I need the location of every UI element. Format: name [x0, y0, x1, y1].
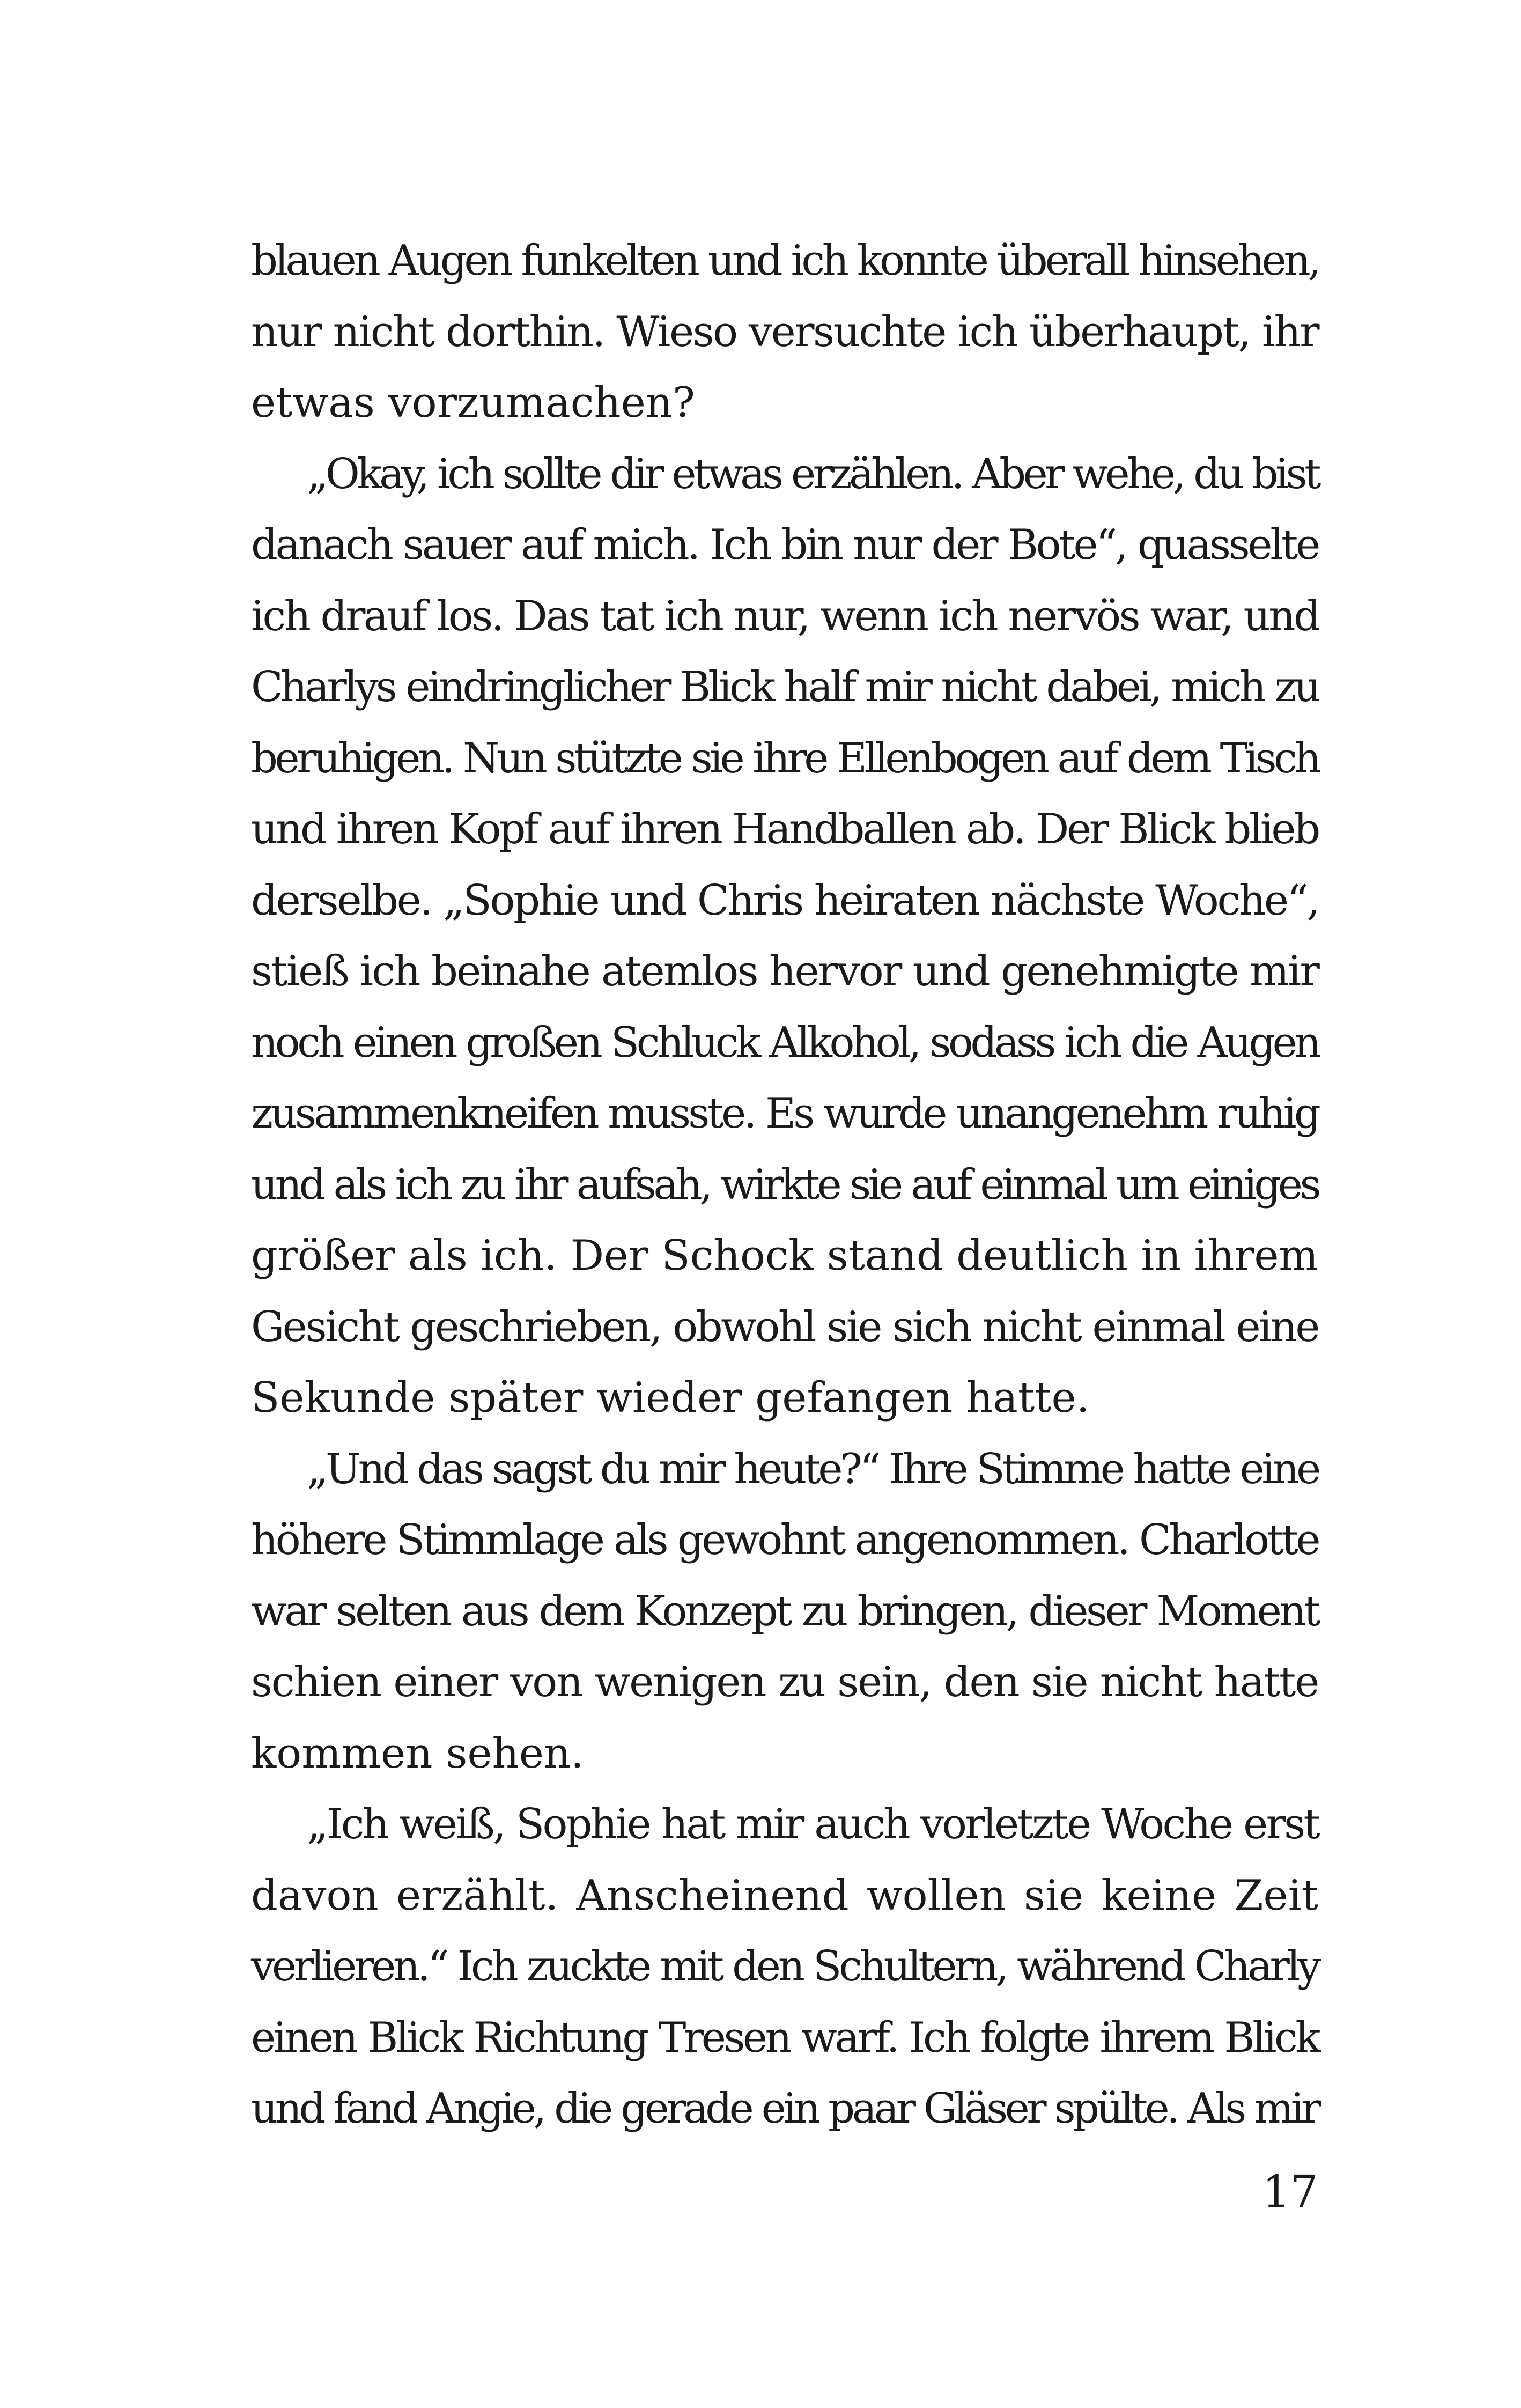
text-line: beruhigen. Nun stützte sie ihre Ellenbogen auf dem Tisch: [251, 734, 1318, 783]
text-line: nur nicht dorthin. Wieso versuchte ich überhaupt, ihr: [251, 307, 1318, 356]
text-line: schien einer von wenigen zu sein, den sie nicht hatte: [251, 1658, 1318, 1706]
body-text: [251, 225, 1318, 2145]
text-line: und fand Angie, die gerade ein paar Gläser spülte. Als mir: [251, 2085, 1318, 2133]
text-line: etwas vorzumachen?: [251, 379, 695, 427]
page-number: 17: [1262, 2167, 1318, 2218]
text-line: davon erzählt. Anscheinend wollen sie keine Zeit: [251, 1871, 1318, 1920]
text-line: zusammenkneifen musste. Es wurde unangenehm ruhig: [251, 1089, 1318, 1138]
text-line: Charlys eindringlicher Blick half mir nicht dabei, mich zu: [251, 663, 1318, 711]
text-line: verlieren.“ Ich zuckte mit den Schultern, während Charly: [251, 1942, 1318, 1991]
text-line: „Okay, ich sollte dir etwas erzählen. Aber wehe, du bist: [307, 450, 1318, 498]
text-line: blauen Augen funkelten und ich konnte überall hinsehen,: [251, 237, 1318, 285]
text-line: noch einen großen Schluck Alkohol, sodass ich die Augen: [251, 1018, 1318, 1067]
text-line: stieß ich beinahe atemlos hervor und genehmigte mir: [251, 947, 1318, 996]
text-line: größer als ich. Der Schock stand deutlich in ihrem: [251, 1232, 1318, 1280]
text-line: höhere Stimmlage als gewohnt angenommen. Charlotte: [251, 1516, 1318, 1564]
text-line: Gesicht geschrieben, obwohl sie sich nicht einmal eine: [251, 1302, 1318, 1351]
text-line: einen Blick Richtung Tresen warf. Ich folgte ihrem Blick: [251, 2013, 1318, 2062]
text-line: danach sauer auf mich. Ich bin nur der Bote“, quasselte: [251, 521, 1318, 569]
text-line: derselbe. „Sophie und Chris heiraten nächste Woche“,: [251, 876, 1318, 925]
text-line: ich drauf los. Das tat ich nur, wenn ich nervös war, und: [251, 592, 1319, 640]
text-line: „Und das sagst du mir heute?“ Ihre Stimme hatte eine: [307, 1445, 1318, 1493]
text-line: und als ich zu ihr aufsah, wirkte sie auf einmal um einiges: [251, 1160, 1318, 1209]
text-line: kommen sehen.: [251, 1729, 584, 1778]
text-line: „Ich weiß, Sophie hat mir auch vorletzte Woche erst: [307, 1800, 1318, 1849]
text-line: und ihren Kopf auf ihren Handballen ab. Der Blick blieb: [251, 805, 1318, 853]
text-line: Sekunde später wieder gefangen hatte.: [251, 1374, 1090, 1422]
text-line: war selten aus dem Konzept zu bringen, dieser Moment: [251, 1587, 1318, 1636]
